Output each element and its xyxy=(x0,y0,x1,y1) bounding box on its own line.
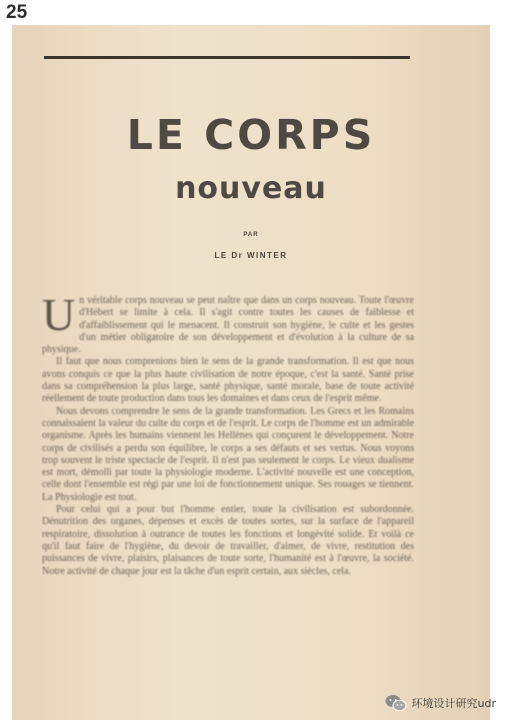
paragraph: Il faut que nous comprenions bien le sens de la grande transformation. Il est que nous avons conquis ce que la plus haute civilisation de notre époque, c'est la santé. Santé prise dans sa compréhension la plus large, santé physique, santé morale, base de toute activité réellement de toute production dans tous les domaines et dans ceux de l'esprit même. xyxy=(42,356,414,405)
paragraph: Nous devons comprendre le sens de la grande transformation. Les Grecs et les Romains connaissaient la valeur du culte du corps et de l'esprit. Le corps de l'homme est un admirable organisme. Après les humains viennent les Hellènes qui conçurent le développement. Notre corps de civilisés a perdu son équilibre, le corps a ses défauts et ses vertus. Nous voyons trop souvent le triste spectacle de l'esprit. Il n'est pas seulement le corps. Le vieux dualisme est mort, démolli par toute la physiologie moderne. L'activité nouvelle est une conception, celle dont l'ensemble est régi par une loi de fonctionnement unique. Ses rouages se tiennent. La Physiologie est tout. xyxy=(42,405,414,503)
watermark-label: 环境设计研究udr xyxy=(411,697,496,710)
drop-cap: U xyxy=(42,289,76,340)
page-number: 25 xyxy=(6,2,28,23)
article-title: LE CORPS xyxy=(126,111,376,159)
byline-author: LE Dr WINTER xyxy=(214,251,288,260)
header-rule xyxy=(44,56,410,59)
paragraph: n véritable corps nouveau se peut naître que dans un corps nouveau. Toute l'œuvre d'Hébert se limite à cela. Il s'agit contre toutes les causes de faiblesse et d'affaiblissement qui le menacent. Il construit son hygiène, le culte et les gestes d'un métier obligatoire de son développement et d'évolution à la culture de sa physique. xyxy=(42,295,414,356)
article-subtitle: nouveau xyxy=(175,171,327,206)
byline-prefix: PAR xyxy=(243,232,259,238)
article-body xyxy=(42,289,414,578)
wechat-icon xyxy=(385,694,407,712)
paragraph: Pour celui qui a pour but l'homme entier, toute la civilisation est subordonnée. Dénutrition des organes, dépenses et excès de toutes sortes, sur la surface de l'appareil respiratoire, dissolution à outrance de toutes les fonctions et longévité solide. Et voilà ce qu'il faut faire de l'hygiène, du devoir de travailler, d'aimer, de vivre, restitution des puissances de vivre, plaisirs, plaisances de toute sorte, l'humanité est à l'œuvre, la société. Notre activité de chaque jour est la tâche d'un esprit certain, aux siècles, cela. xyxy=(42,504,414,577)
article-page xyxy=(12,25,490,720)
watermark xyxy=(385,694,496,712)
